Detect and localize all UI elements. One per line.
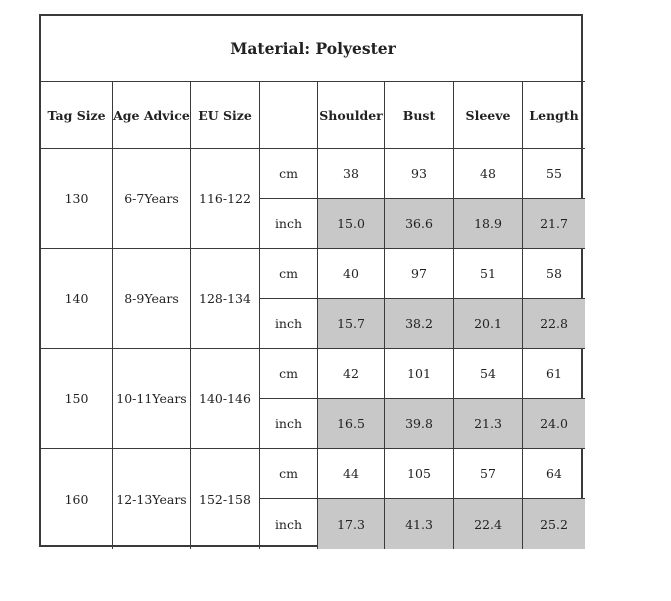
bust-cm-cell: 97 <box>385 249 454 299</box>
eu-size-cell: 128-134 <box>191 249 260 349</box>
sleeve-cm-cell: 54 <box>454 349 523 399</box>
tag-size-cell: 150 <box>41 349 113 449</box>
length-cm-cell: 58 <box>523 249 585 299</box>
tag-size-cell: 160 <box>41 449 113 549</box>
unit-cm-cell: cm <box>260 449 318 499</box>
length-cm-cell: 55 <box>523 149 585 199</box>
unit-inch-cell: inch <box>260 399 318 449</box>
length-cm-cell: 64 <box>523 449 585 499</box>
length-inch-cell: 24.0 <box>523 399 585 449</box>
shoulder-cm-cell: 44 <box>318 449 385 499</box>
shoulder-cm-cell: 38 <box>318 149 385 199</box>
sleeve-cm-cell: 48 <box>454 149 523 199</box>
age-advice-cell: 6-7Years <box>113 149 191 249</box>
shoulder-cm-cell: 42 <box>318 349 385 399</box>
sleeve-cm-cell: 57 <box>454 449 523 499</box>
age-advice-cell: 8-9Years <box>113 249 191 349</box>
age-advice-cell: 12-13Years <box>113 449 191 549</box>
tag-size-cell: 140 <box>41 249 113 349</box>
bust-cm-cell: 93 <box>385 149 454 199</box>
bust-inch-cell: 36.6 <box>385 199 454 249</box>
bust-inch-cell: 41.3 <box>385 499 454 549</box>
sleeve-inch-cell: 21.3 <box>454 399 523 449</box>
shoulder-inch-cell: 16.5 <box>318 399 385 449</box>
header-eu-size: EU Size <box>191 82 260 149</box>
sleeve-inch-cell: 20.1 <box>454 299 523 349</box>
header-sleeve: Sleeve <box>454 82 523 149</box>
shoulder-inch-cell: 17.3 <box>318 499 385 549</box>
bust-inch-cell: 39.8 <box>385 399 454 449</box>
length-inch-cell: 21.7 <box>523 199 585 249</box>
unit-cm-cell: cm <box>260 349 318 399</box>
unit-cm-cell: cm <box>260 149 318 199</box>
shoulder-inch-cell: 15.7 <box>318 299 385 349</box>
bust-inch-cell: 38.2 <box>385 299 454 349</box>
length-inch-cell: 25.2 <box>523 499 585 549</box>
length-inch-cell: 22.8 <box>523 299 585 349</box>
length-cm-cell: 61 <box>523 349 585 399</box>
header-length: Length <box>523 82 585 149</box>
header-shoulder: Shoulder <box>318 82 385 149</box>
header-tag-size: Tag Size <box>41 82 113 149</box>
unit-inch-cell: inch <box>260 499 318 549</box>
table-title: Material: Polyester <box>41 16 585 82</box>
sleeve-cm-cell: 51 <box>454 249 523 299</box>
eu-size-cell: 152-158 <box>191 449 260 549</box>
eu-size-cell: 116-122 <box>191 149 260 249</box>
unit-inch-cell: inch <box>260 299 318 349</box>
header-bust: Bust <box>385 82 454 149</box>
bust-cm-cell: 105 <box>385 449 454 499</box>
unit-inch-cell: inch <box>260 199 318 249</box>
shoulder-inch-cell: 15.0 <box>318 199 385 249</box>
sleeve-inch-cell: 22.4 <box>454 499 523 549</box>
sleeve-inch-cell: 18.9 <box>454 199 523 249</box>
header-unit <box>260 82 318 149</box>
age-advice-cell: 10-11Years <box>113 349 191 449</box>
header-age-advice: Age Advice <box>113 82 191 149</box>
shoulder-cm-cell: 40 <box>318 249 385 299</box>
unit-cm-cell: cm <box>260 249 318 299</box>
tag-size-cell: 130 <box>41 149 113 249</box>
eu-size-cell: 140-146 <box>191 349 260 449</box>
size-chart-table <box>39 14 583 547</box>
bust-cm-cell: 101 <box>385 349 454 399</box>
